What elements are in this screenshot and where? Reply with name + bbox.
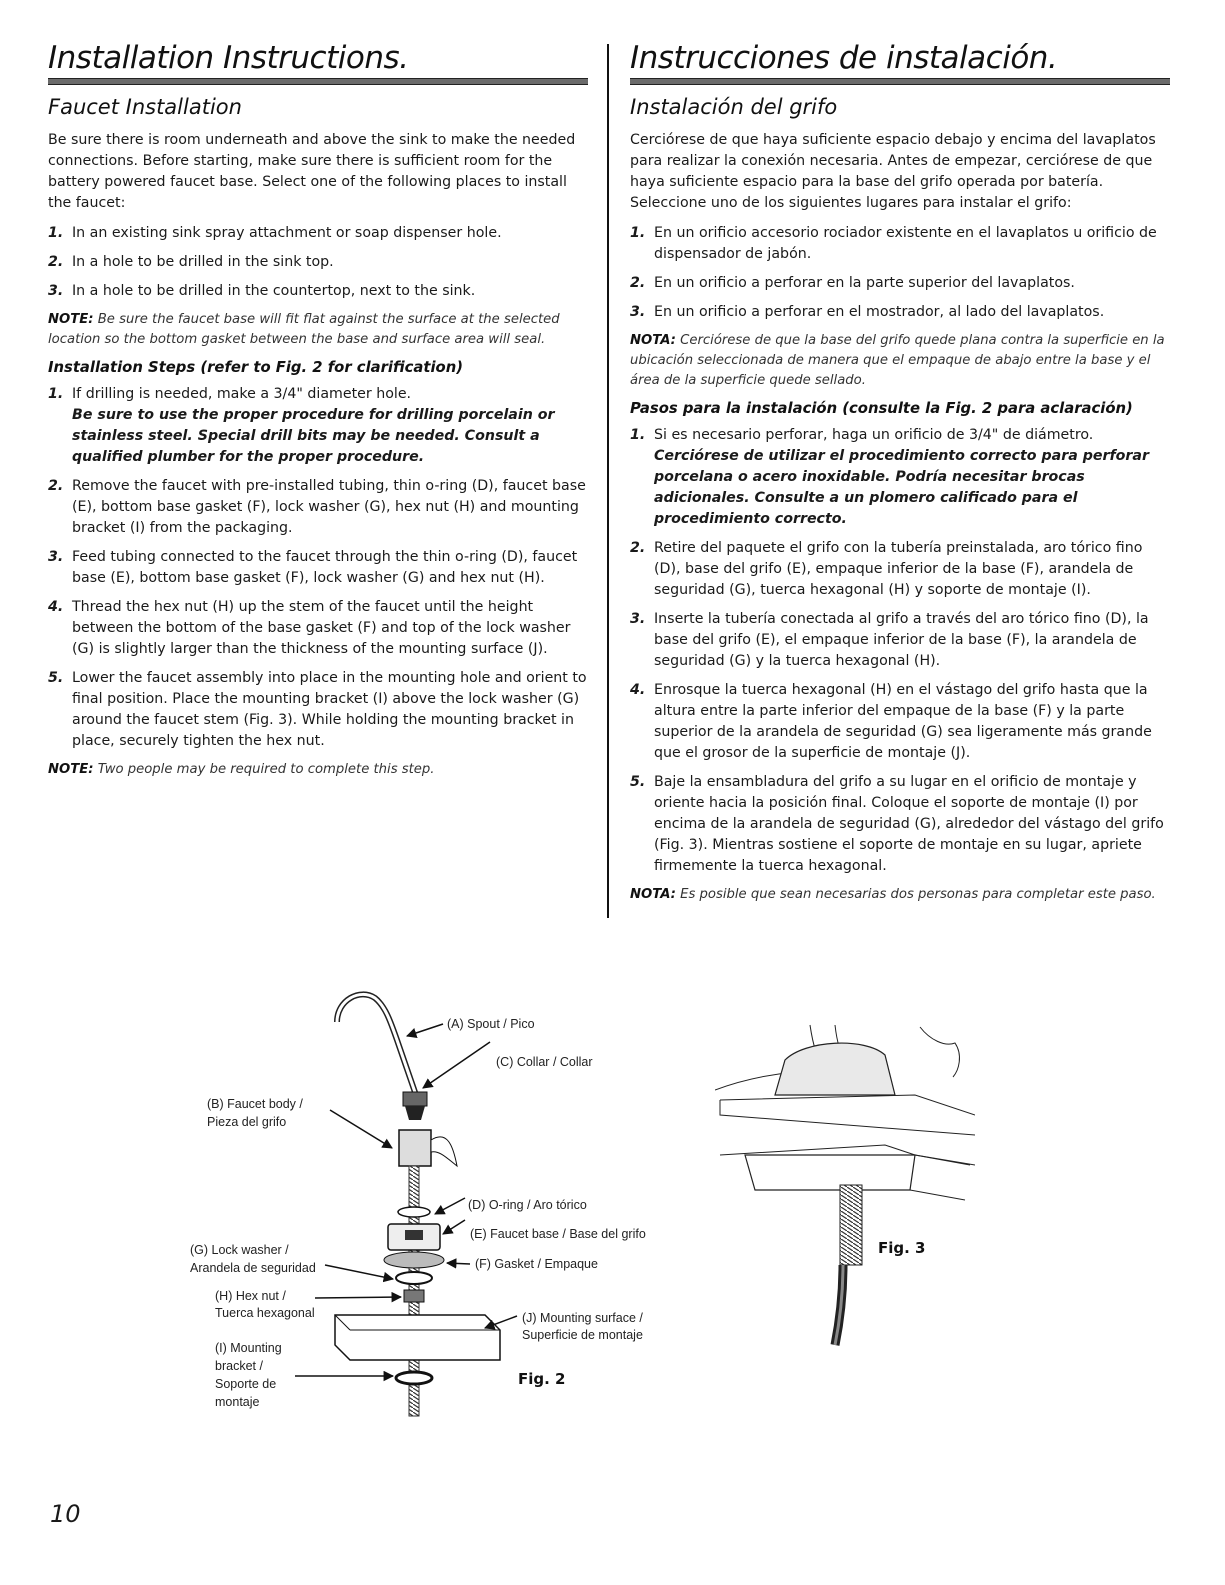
- intro-paragraph: Be sure there is room underneath and above the sink to make the needed connections. Before starting, make sure there is sufficient room for the battery powered faucet base. Select one of the following places to install the faucet:: [48, 132, 576, 211]
- list-item: 2. In a hole to be drilled in the sink top.: [48, 254, 334, 270]
- figure-label: Fig. 3: [878, 1239, 926, 1257]
- steps-list: [48, 384, 588, 752]
- list-item: 4. Enrosque la tuerca hexagonal (H) en el vástago del grifo hasta que la altura entre la parte inferior del empaque de la base (F) y la parte superior de la arandela de seguridad (G) sea ligeramente más grande que el grosor de la superficie de montaje (J).: [630, 682, 1152, 761]
- places-list: [630, 223, 1170, 323]
- section-title: Faucet Installation: [48, 95, 242, 119]
- page-title: Instrucciones de instalación.: [630, 40, 1058, 76]
- collar-shape: [403, 1092, 427, 1106]
- list-item: 3. Inserte la tubería conectada al grifo a través del aro tórico fino (D), la base del grifo (E), el empaque inferior de la base (F), la arandela de seguridad (G) y la tuerca hexagonal (H).: [630, 611, 1149, 669]
- label-spout: (A) Spout / Pico: [447, 1017, 535, 1031]
- warning-text: Cerciórese de utilizar el procedimiento correcto para perforar porcelana o acero inoxidable. Podría necesitar brocas adicionales. Consulte a un plomero calificado para el procedimiento correcto.: [654, 448, 1149, 527]
- list-item: 3. In a hole to be drilled in the countertop, next to the sink.: [48, 283, 476, 299]
- faucet-installed-closeup: [715, 1015, 975, 1355]
- note: NOTE: Be sure the faucet base will fit flat against the surface at the selected location so the bottom gasket between the base and surface area will seal.: [48, 312, 560, 347]
- label-hex-nut: (H) Hex nut /: [215, 1289, 286, 1303]
- note: NOTE: Two people may be required to complete this step.: [48, 762, 435, 777]
- label-hex-nut-es: Tuerca hexagonal: [215, 1306, 315, 1320]
- list-item: 5. Lower the faucet assembly into place in the mounting hole and orient to final position. Place the mounting bracket (I) above the lock washer (G) around the faucet stem (Fig. 3). While holding the mounting bracket in place, securely tighten the hex nut.: [48, 670, 587, 749]
- lock-washer-shape: [396, 1272, 432, 1284]
- note: NOTA: Cerciórese de que la base del grifo quede plana contra la superficie en la ubicación seleccionada de manera que el empaque de abajo entre la base y el área de la superficie quede sellado.: [630, 333, 1165, 388]
- label-collar: (C) Collar / Collar: [496, 1055, 593, 1069]
- steps-list: [630, 425, 1170, 877]
- label-faucet-body: (B) Faucet body /: [207, 1097, 303, 1111]
- english-column: [48, 40, 588, 789]
- title-rule: [630, 78, 1170, 85]
- column-divider: [607, 44, 609, 918]
- page-number: 10: [50, 1500, 81, 1528]
- list-item: 1. Si es necesario perforar, haga un orificio de 3/4" de diámetro. Cerciórese de utilizar el procedimiento correcto para perforar porcelana o acero inoxidable. Podría necesitar brocas adicionales. Consulte a un plomero calificado para el procedimiento correcto.: [630, 425, 1170, 530]
- list-item: 3. En un orificio a perforar en el mostrador, al lado del lavaplatos.: [630, 304, 1105, 320]
- list-item: 4. Thread the hex nut (H) up the stem of the faucet until the height between the bottom of the base gasket (F) and top of the lock washer (G) is slightly larger than the thickness of the mounting surface (J).: [48, 599, 571, 657]
- steps-heading: Installation Steps (refer to Fig. 2 for clarification): [48, 359, 464, 376]
- section-title: Instalación del grifo: [630, 95, 838, 119]
- label-mounting-surface-es: Superficie de montaje: [522, 1328, 643, 1342]
- list-item: 2. En un orificio a perforar en la parte superior del lavaplatos.: [630, 275, 1075, 291]
- label-lock-washer: (G) Lock washer /: [190, 1243, 289, 1257]
- label-faucet-body-es: Pieza del grifo: [207, 1115, 287, 1129]
- mounting-bracket-shape: [396, 1372, 432, 1384]
- warning-text: Be sure to use the proper procedure for drilling porcelain or stainless steel. Special drill bits may be needed. Consult a qualified plumber for the proper procedure.: [72, 407, 555, 465]
- gasket-shape: [384, 1252, 444, 1268]
- label-gasket: (F) Gasket / Empaque: [475, 1257, 598, 1271]
- spout-shape: [337, 994, 417, 1098]
- list-item: 1. In an existing sink spray attachment or soap dispenser hole.: [48, 225, 502, 241]
- note: NOTA: Es posible que sean necesarias dos personas para completar este paso.: [630, 887, 1156, 902]
- label-mounting-bracket-es: Soporte de: [215, 1377, 277, 1391]
- list-item: 1. If drilling is needed, make a 3/4" diameter hole. Be sure to use the proper procedure for drilling porcelain or stainless steel. Special drill bits may be needed. Consult a qualified plumber for the proper procedure.: [48, 384, 588, 468]
- list-item: 2. Retire del paquete el grifo con la tubería preinstalada, aro tórico fino (D), base del grifo (E), empaque inferior de la base (F), arandela de seguridad (G), tuerca hexagonal (H) y soporte de montaje (I).: [630, 540, 1143, 598]
- list-item: 2. Remove the faucet with pre-installed tubing, thin o-ring (D), faucet base (E), bottom base gasket (F), lock washer (G), hex nut (H) and mounting bracket (I) from the packaging.: [48, 478, 586, 536]
- label-faucet-base: (E) Faucet base / Base del grifo: [470, 1227, 646, 1241]
- title-rule: [48, 78, 588, 85]
- mounting-surface-shape: [335, 1315, 500, 1360]
- list-item: 3. Feed tubing connected to the faucet through the thin o-ring (D), faucet base (E), bottom base gasket (F), lock washer (G) and hex nut (H).: [48, 549, 578, 586]
- o-ring-shape: [398, 1207, 430, 1217]
- faucet-body-shape: [399, 1130, 431, 1166]
- page-title: Installation Instructions.: [48, 40, 409, 76]
- label-lock-washer-es: Arandela de seguridad: [190, 1261, 316, 1275]
- faucet-exploded-diagram: [185, 980, 685, 1430]
- intro-paragraph: Cerciórese de que haya suficiente espacio debajo y encima del lavaplatos para realizar la conexión necesaria. Antes de empezar, cerciórese de que haya suficiente espacio para la base del grifo operada por batería. Seleccione uno de los siguientes lugares para instalar el grifo:: [630, 132, 1156, 211]
- label-mounting-bracket: (I) Mounting: [215, 1341, 282, 1355]
- figure-label: Fig. 2: [518, 1370, 566, 1388]
- spanish-column: [630, 40, 1170, 914]
- list-item: 1. En un orificio accesorio rociador existente en el lavaplatos u orificio de dispensador de jabón.: [630, 225, 1157, 262]
- label-o-ring: (D) O-ring / Aro tórico: [468, 1198, 587, 1212]
- label-mounting-surface: (J) Mounting surface /: [522, 1311, 643, 1325]
- hex-nut-shape: [404, 1290, 424, 1302]
- label-mounting-bracket-2: bracket /: [215, 1359, 263, 1373]
- list-item: 5. Baje la ensambladura del grifo a su lugar en el orificio de montaje y oriente hacia la posición final. Coloque el soporte de montaje (I) por encima de la arandela de seguridad (G), alrededor del vástago del grifo (Fig. 3). Mientras sostiene el soporte de montaje en su lugar, apriete firmemente la tuerca hexagonal.: [630, 774, 1164, 874]
- steps-heading: Pasos para la instalación (consulte la Fig. 2 para aclaración): [630, 400, 1133, 417]
- label-mounting-bracket-es-2: montaje: [215, 1395, 260, 1409]
- places-list: [48, 223, 588, 302]
